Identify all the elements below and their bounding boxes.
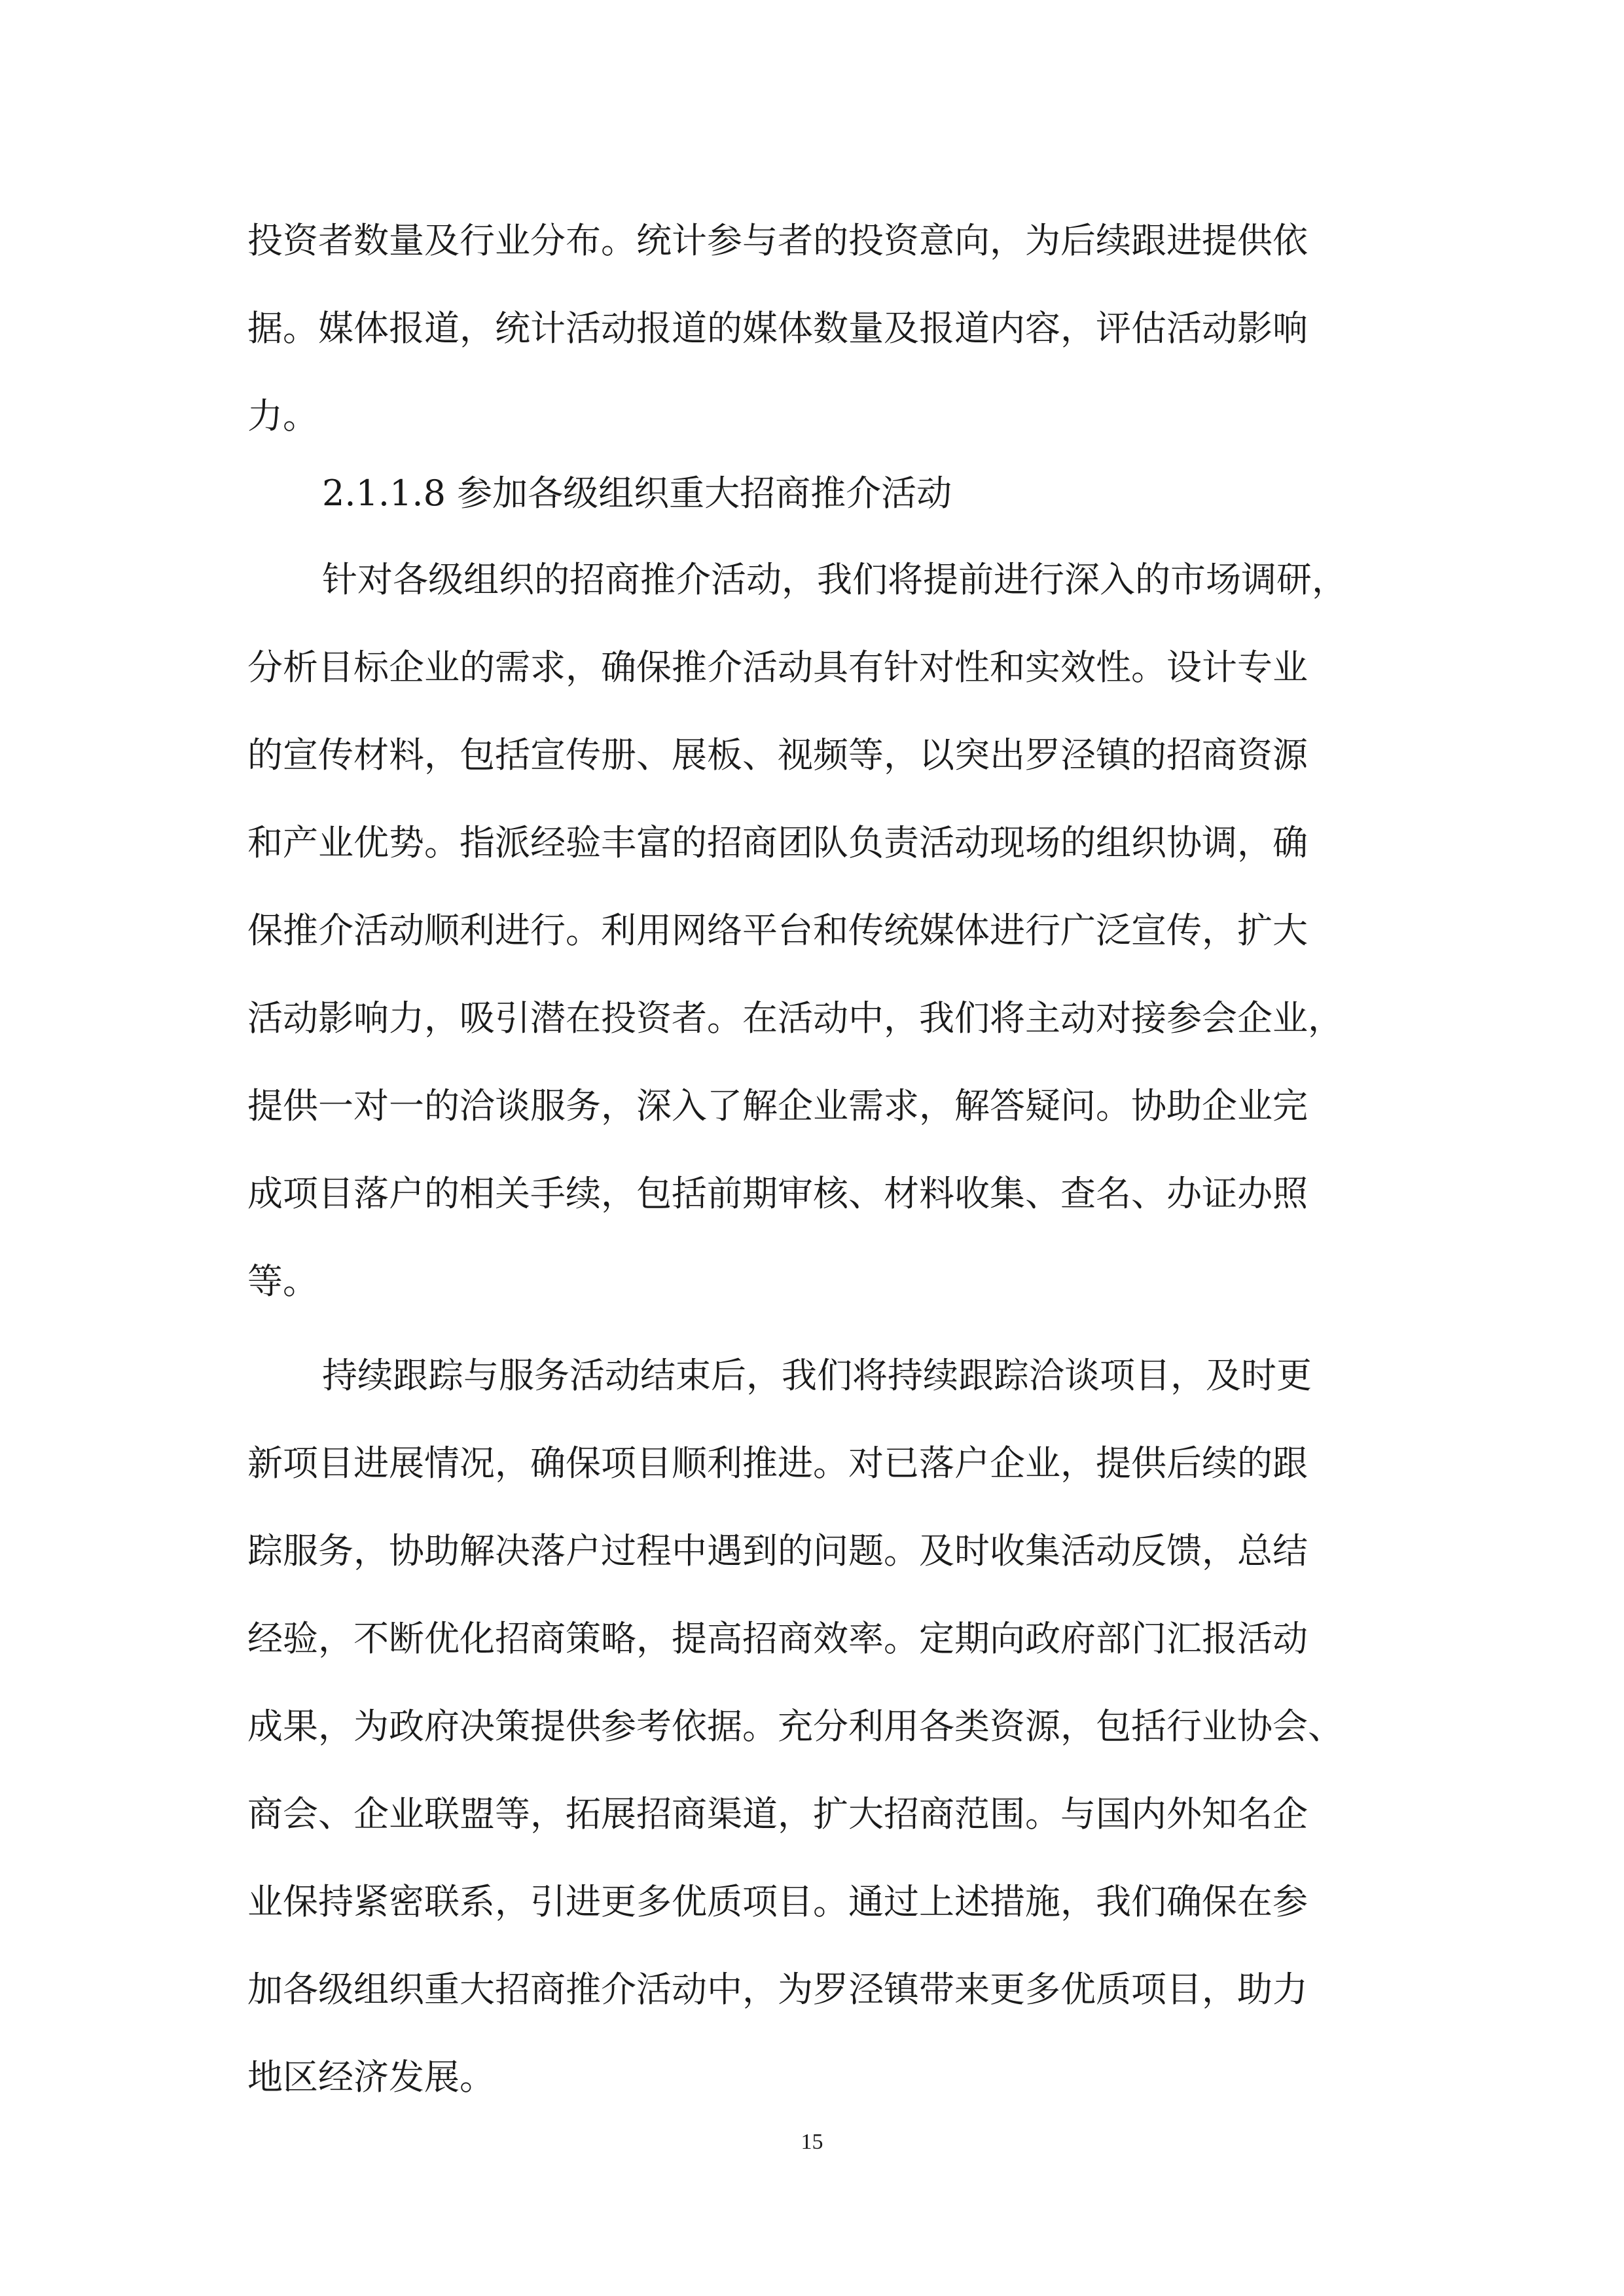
text-line: 成项目落户的相关手续，包括前期审核、材料收集、查名、办证办照 xyxy=(247,1173,1308,1214)
text-line: 投资者数量及行业分布。统计参与者的投资意向，为后续跟进提供依 xyxy=(247,220,1308,261)
text-line: 的宣传材料，包括宣传册、展板、视频等，以突出罗泾镇的招商资源 xyxy=(247,734,1308,776)
text-line: 和产业优势。指派经验丰富的招商团队负责活动现场的组织协调，确 xyxy=(247,822,1308,863)
text-line: 针对各级组织的招商推介活动，我们将提前进行深入的市场调研， xyxy=(322,559,1347,600)
text-line: 分析目标企业的需求，确保推介活动具有针对性和实效性。设计专业 xyxy=(247,647,1308,688)
section-title: 参加各级组织重大招商推介活动 xyxy=(457,473,952,514)
text-line: 持续跟踪与服务活动结束后，我们将持续跟踪洽谈项目，及时更 xyxy=(322,1355,1312,1396)
text-line: 保推介活动顺利进行。利用网络平台和传统媒体进行广泛宣传，扩大 xyxy=(247,910,1308,951)
text-line: 地区经济发展。 xyxy=(247,2056,495,2098)
text-line: 踪服务，协助解决落户过程中遇到的问题。及时收集活动反馈，总结 xyxy=(247,1530,1308,1571)
text-line: 新项目进展情况，确保项目顺利推进。对已落户企业，提供后续的跟 xyxy=(247,1443,1308,1484)
text-line: 经验，不断优化招商策略，提高招商效率。定期向政府部门汇报活动 xyxy=(247,1618,1308,1659)
text-line: 力。 xyxy=(247,395,318,437)
text-line: 加各级组织重大招商推介活动中，为罗泾镇带来更多优质项目，助力 xyxy=(247,1969,1308,2010)
page-number: 15 xyxy=(801,2130,823,2154)
text-line: 活动影响力，吸引潜在投资者。在活动中，我们将主动对接参会企业， xyxy=(247,997,1343,1039)
text-line: 成果，为政府决策提供参考依据。充分利用各类资源，包括行业协会、 xyxy=(247,1706,1343,1747)
text-line: 商会、企业联盟等，拓展招商渠道，扩大招商范围。与国内外知名企 xyxy=(247,1793,1308,1835)
text-line: 业保持紧密联系，引进更多优质项目。通过上述措施，我们确保在参 xyxy=(247,1881,1308,1922)
text-line: 等。 xyxy=(247,1261,318,1302)
text-line: 据。媒体报道，统计活动报道的媒体数量及报道内容，评估活动影响 xyxy=(247,308,1308,349)
text-line: 提供一对一的洽谈服务，深入了解企业需求，解答疑问。协助企业完 xyxy=(247,1085,1308,1126)
section-heading xyxy=(322,473,952,514)
section-number: 2.1.1.8 xyxy=(322,473,446,514)
